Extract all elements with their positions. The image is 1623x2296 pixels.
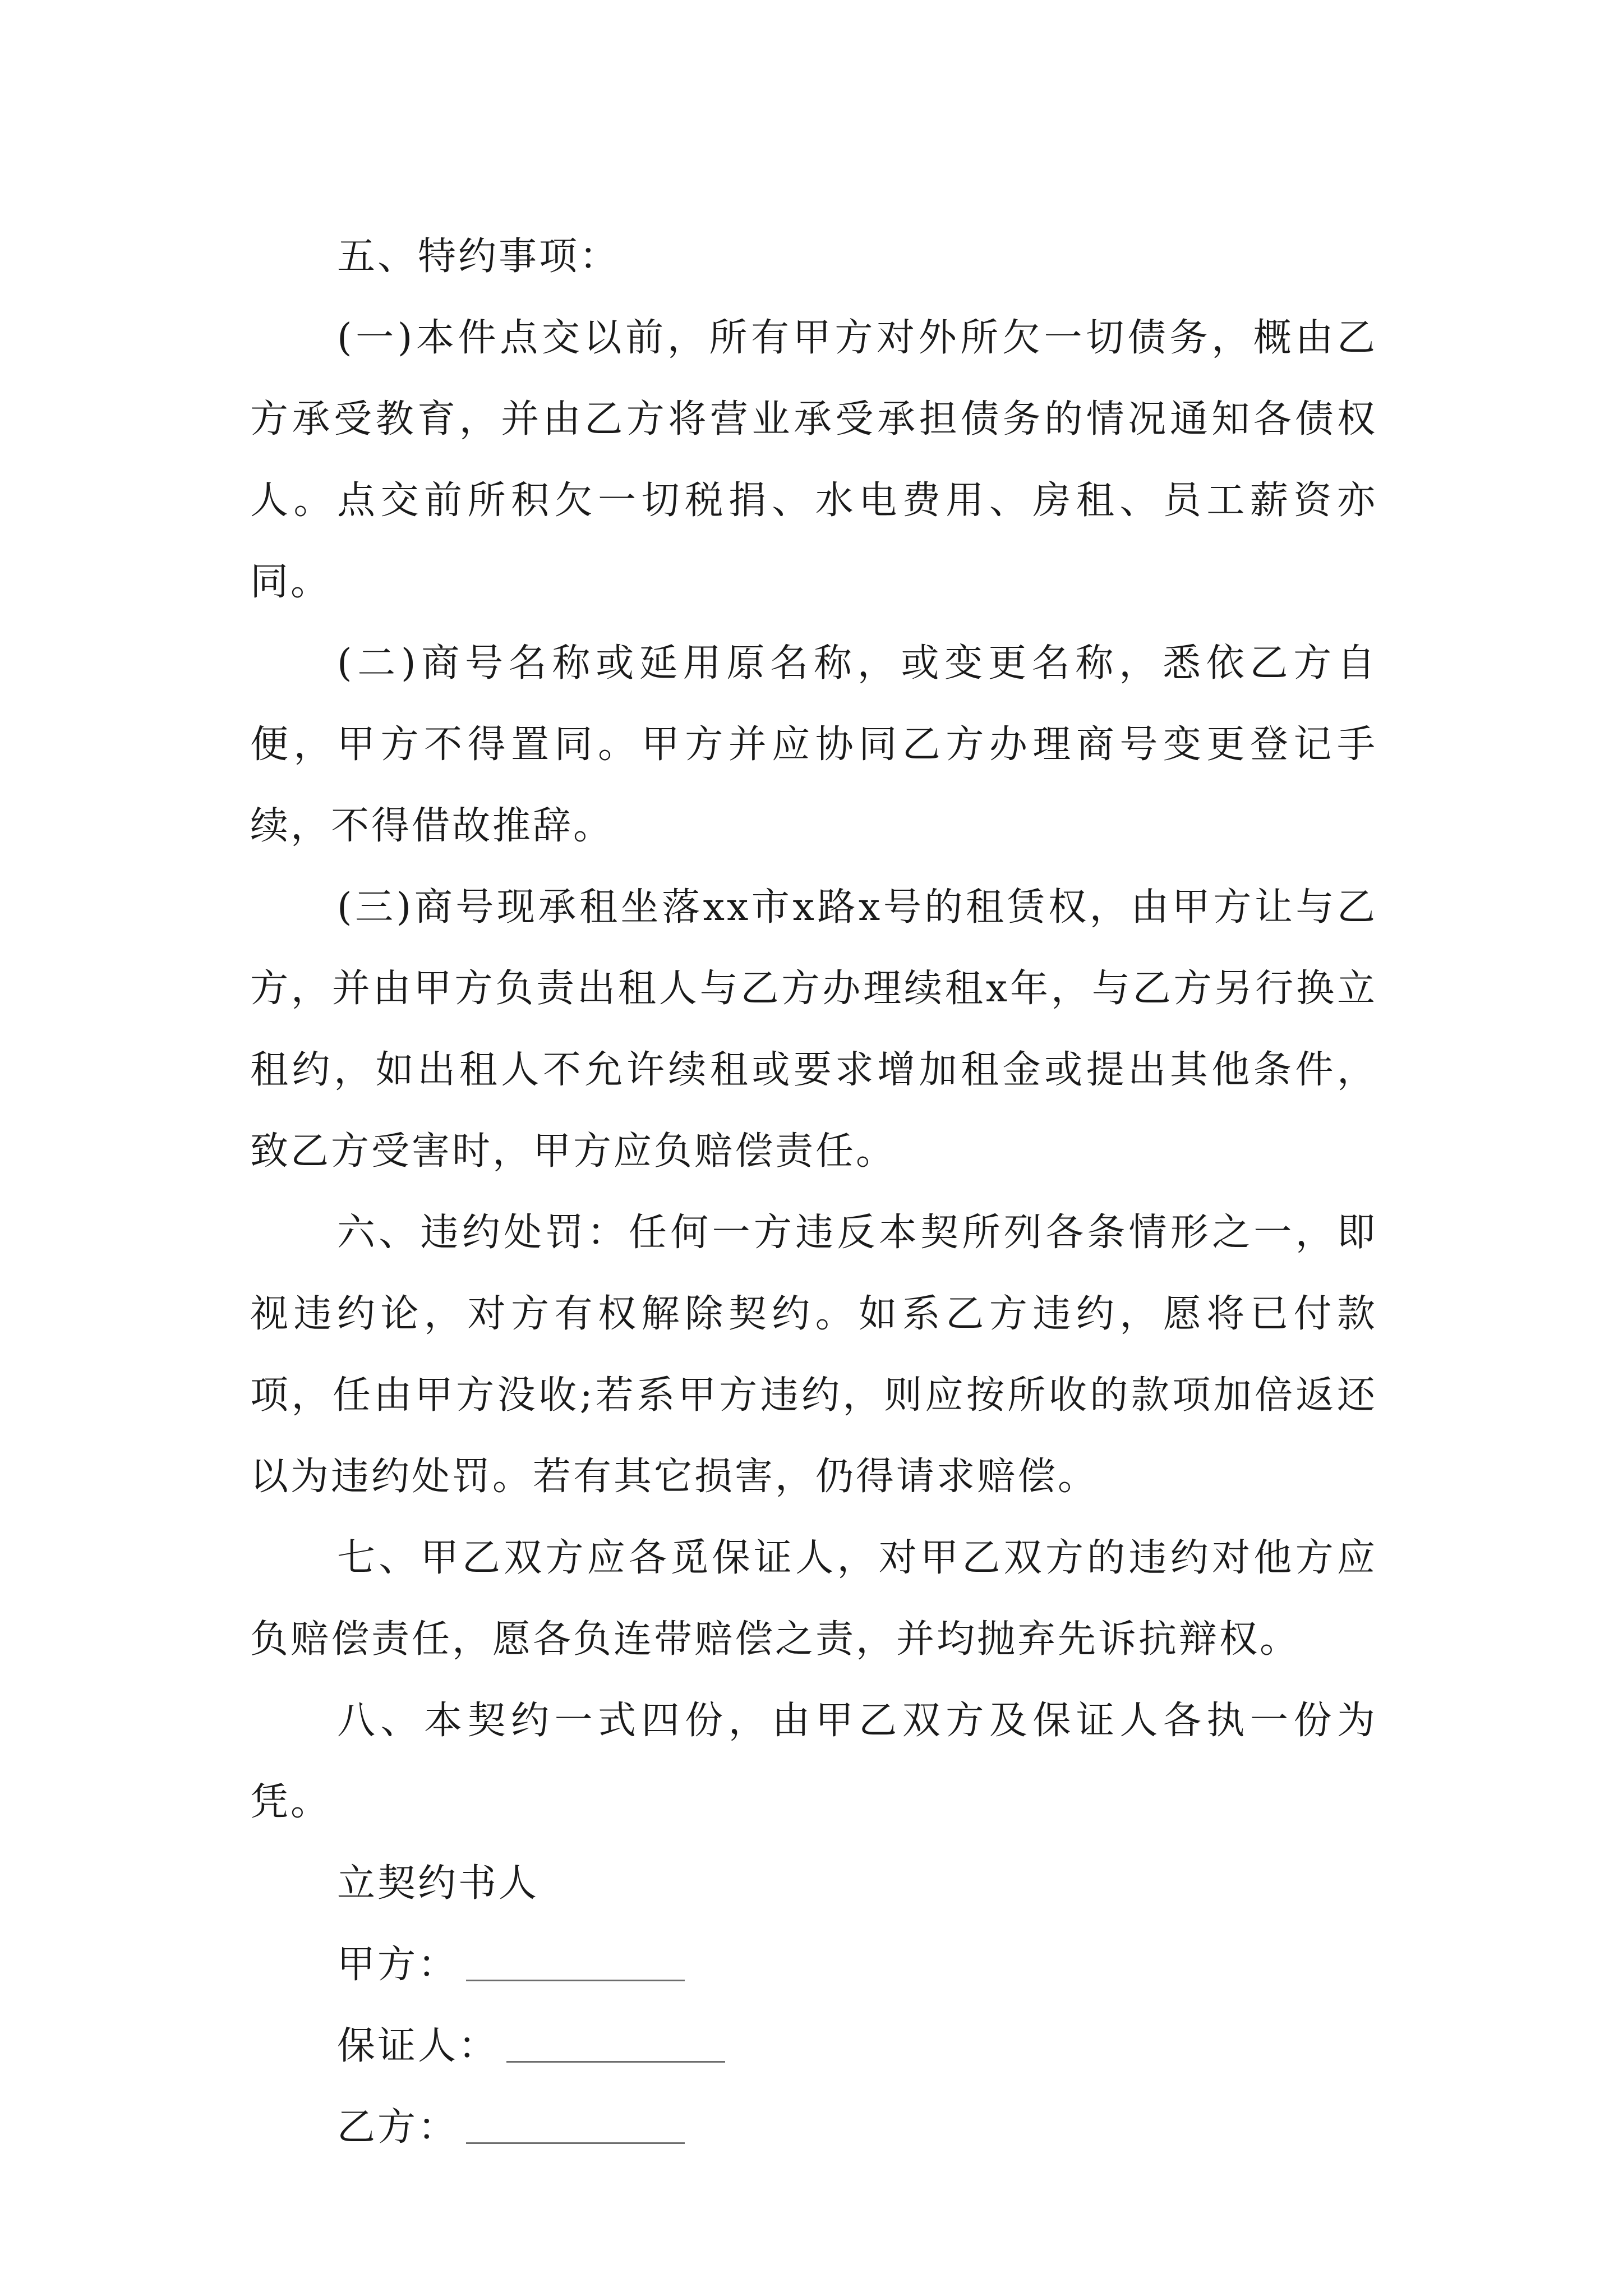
document-body	[250, 216, 1377, 2168]
party-b-blank[interactable]	[466, 2120, 685, 2144]
guarantor-blank[interactable]	[506, 2039, 725, 2063]
clause-3-lease: (三)商号现承租坐落xx市x路x号的租赁权，由甲方让与乙方，并由甲方负责出租人与乙方办理续租x年，与乙方另行换立租约，如出租人不允许续租或要求增加租金或提出其他条件，致乙方受害时，甲方应负赔偿责任。	[250, 885, 1377, 1174]
party-a-signature-line	[337, 1924, 1377, 2005]
clause-1-debts: (一)本件点交以前，所有甲方对外所欠一切债务，概由乙方承受教育，并由乙方将营业承受承担债务的情况通知各债权人。点交前所积欠一切税捐、水电费用、房租、员工薪资亦同。	[250, 316, 1377, 604]
guarantor-signature-line	[337, 2005, 1377, 2087]
signature-heading-text: 立契约书人	[337, 1861, 540, 1906]
guarantor-label: 保证人：	[337, 2024, 499, 2068]
party-b-signature-line	[337, 2087, 1377, 2168]
signature-block	[250, 1843, 1377, 2168]
party-b-label: 乙方：	[337, 2105, 459, 2150]
signature-heading	[337, 1843, 1377, 1924]
party-a-label: 甲方：	[337, 1943, 459, 1987]
section-guarantors: 七、甲乙双方应各觅保证人，对甲乙双方的违约对他方应负赔偿责任，愿各负连带赔偿之责，并均抛弃先诉抗辩权。	[250, 1536, 1377, 1662]
section-breach-penalty: 六、违约处罚：任何一方违反本契所列各条情形之一，即视违约论，对方有权解除契约。如系乙方违约，愿将已付款项，任由甲方没收;若系甲方违约，则应按所收的款项加倍返还以为违约处罚。若有其它损害，仍得请求赔偿。	[250, 1211, 1377, 1499]
clause-2-trade-name: (二)商号名称或延用原名称，或变更名称，悉依乙方自便，甲方不得置同。甲方并应协同乙方办理商号变更登记手续，不得借故推辞。	[250, 641, 1377, 848]
section-copies: 八、本契约一式四份，由甲乙双方及保证人各执一份为凭。	[250, 1699, 1377, 1824]
party-a-blank[interactable]	[466, 1957, 685, 1981]
section-heading-special-terms: 五、特约事项：	[337, 234, 620, 279]
